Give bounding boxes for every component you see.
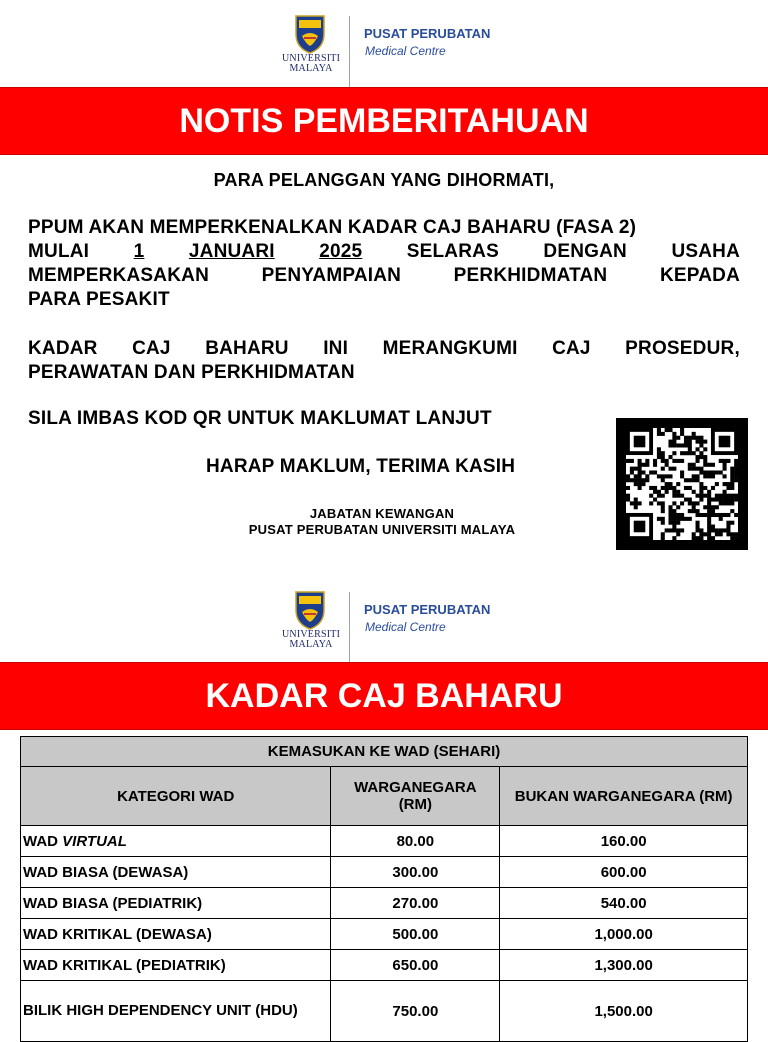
paragraph-1-line-1: PPUM AKAN MEMPERKENALKAN KADAR CAJ BAHARU (FASA 2)	[28, 217, 637, 238]
university-name-line2: MALAYA	[289, 639, 333, 650]
rates-banner	[0, 662, 768, 730]
crest-shield-icon	[294, 590, 326, 630]
header-category: KATEGORI WAD	[21, 767, 331, 826]
qr-instruction: SILA IMBAS KOD QR UNTUK MAKLUMAT LANJUT	[28, 408, 492, 429]
table-header-row	[21, 767, 748, 826]
row-noncitizen-rate: 1,000.00	[500, 919, 748, 950]
qr-code-icon	[626, 428, 738, 540]
rates-title: KADAR CAJ BAHARU	[205, 677, 563, 715]
qr-code[interactable]	[616, 418, 748, 550]
row-noncitizen-rate: 1,300.00	[500, 950, 748, 981]
notice-paragraph-2	[28, 337, 740, 385]
paragraph-1-line-4: PARA PESAKIT	[28, 289, 170, 310]
logo-header-2	[0, 590, 768, 670]
university-crest	[282, 14, 342, 94]
row-noncitizen-rate: 160.00	[500, 826, 748, 857]
university-crest	[282, 590, 342, 670]
row-category: WAD KRITIKAL (PEDIATRIK)	[21, 950, 331, 981]
row-citizen-rate: 270.00	[331, 888, 500, 919]
logo-divider	[349, 16, 350, 88]
greeting: PARA PELANGGAN YANG DIHORMATI,	[213, 170, 555, 190]
row-citizen-rate: 500.00	[331, 919, 500, 950]
table-row	[21, 919, 748, 950]
row-citizen-rate: 650.00	[331, 950, 500, 981]
notice-paragraph-1	[28, 216, 740, 312]
table-row	[21, 981, 748, 1042]
table-title: KEMASUKAN KE WAD (SEHARI)	[21, 737, 748, 767]
brand-name: PUSAT PERUBATAN	[364, 26, 491, 41]
row-category: WAD KRITIKAL (DEWASA)	[21, 919, 331, 950]
university-name-line1: UNIVERSITI	[282, 53, 341, 64]
brand-name: PUSAT PERUBATAN	[364, 602, 491, 617]
university-name-line1: UNIVERSITI	[282, 629, 341, 640]
row-citizen-rate: 300.00	[331, 857, 500, 888]
row-citizen-rate: 80.00	[331, 826, 500, 857]
paragraph-1-line-3: MEMPERKASAKAN PENYAMPAIAN PERKHIDMATAN KEPADA	[28, 265, 740, 286]
start-month: JANUARI	[188, 241, 275, 262]
row-citizen-rate: 750.00	[331, 981, 500, 1042]
start-year: 2025	[319, 241, 363, 262]
table-row	[21, 826, 748, 857]
row-noncitizen-rate: 540.00	[500, 888, 748, 919]
paragraph-1-line-2: MULAI 1 JANUARI 2025 SELARAS DENGAN USAHA	[28, 241, 740, 262]
closing-text: HARAP MAKLUM, TERIMA KASIH	[206, 456, 516, 477]
notice-title: NOTIS PEMBERITAHUAN	[179, 102, 589, 140]
table-title-row	[21, 737, 748, 767]
start-day: 1	[133, 241, 145, 262]
crest-shield-icon	[294, 14, 326, 54]
row-category: WAD BIASA (PEDIATRIK)	[21, 888, 331, 919]
table-row	[21, 857, 748, 888]
row-noncitizen-rate: 1,500.00	[500, 981, 748, 1042]
rates-table	[20, 736, 748, 1042]
table-row	[21, 888, 748, 919]
notice-banner	[0, 87, 768, 155]
organization-name: PUSAT PERUBATAN UNIVERSITI MALAYA	[248, 522, 516, 537]
row-noncitizen-rate: 600.00	[500, 857, 748, 888]
header-citizen: WARGANEGARA (RM)	[331, 767, 500, 826]
paragraph-2-line-2: PERAWATAN DAN PERKHIDMATAN	[28, 362, 355, 383]
department-name: JABATAN KEWANGAN	[309, 506, 455, 521]
table-row	[21, 950, 748, 981]
logo-divider	[349, 592, 350, 664]
row-category: BILIK HIGH DEPENDENCY UNIT (HDU)	[21, 981, 331, 1042]
header-noncitizen: BUKAN WARGANEGARA (RM)	[500, 767, 748, 826]
brand-subtitle: Medical Centre	[365, 620, 446, 634]
logo-header	[0, 14, 768, 94]
row-category: WAD BIASA (DEWASA)	[21, 857, 331, 888]
paragraph-2-line-1: KADAR CAJ BAHARU INI MERANGKUMI CAJ PROSEDUR,	[28, 338, 740, 359]
university-name-line2: MALAYA	[289, 63, 333, 74]
row-category: WAD VIRTUAL	[21, 826, 331, 857]
brand-subtitle: Medical Centre	[365, 44, 446, 58]
